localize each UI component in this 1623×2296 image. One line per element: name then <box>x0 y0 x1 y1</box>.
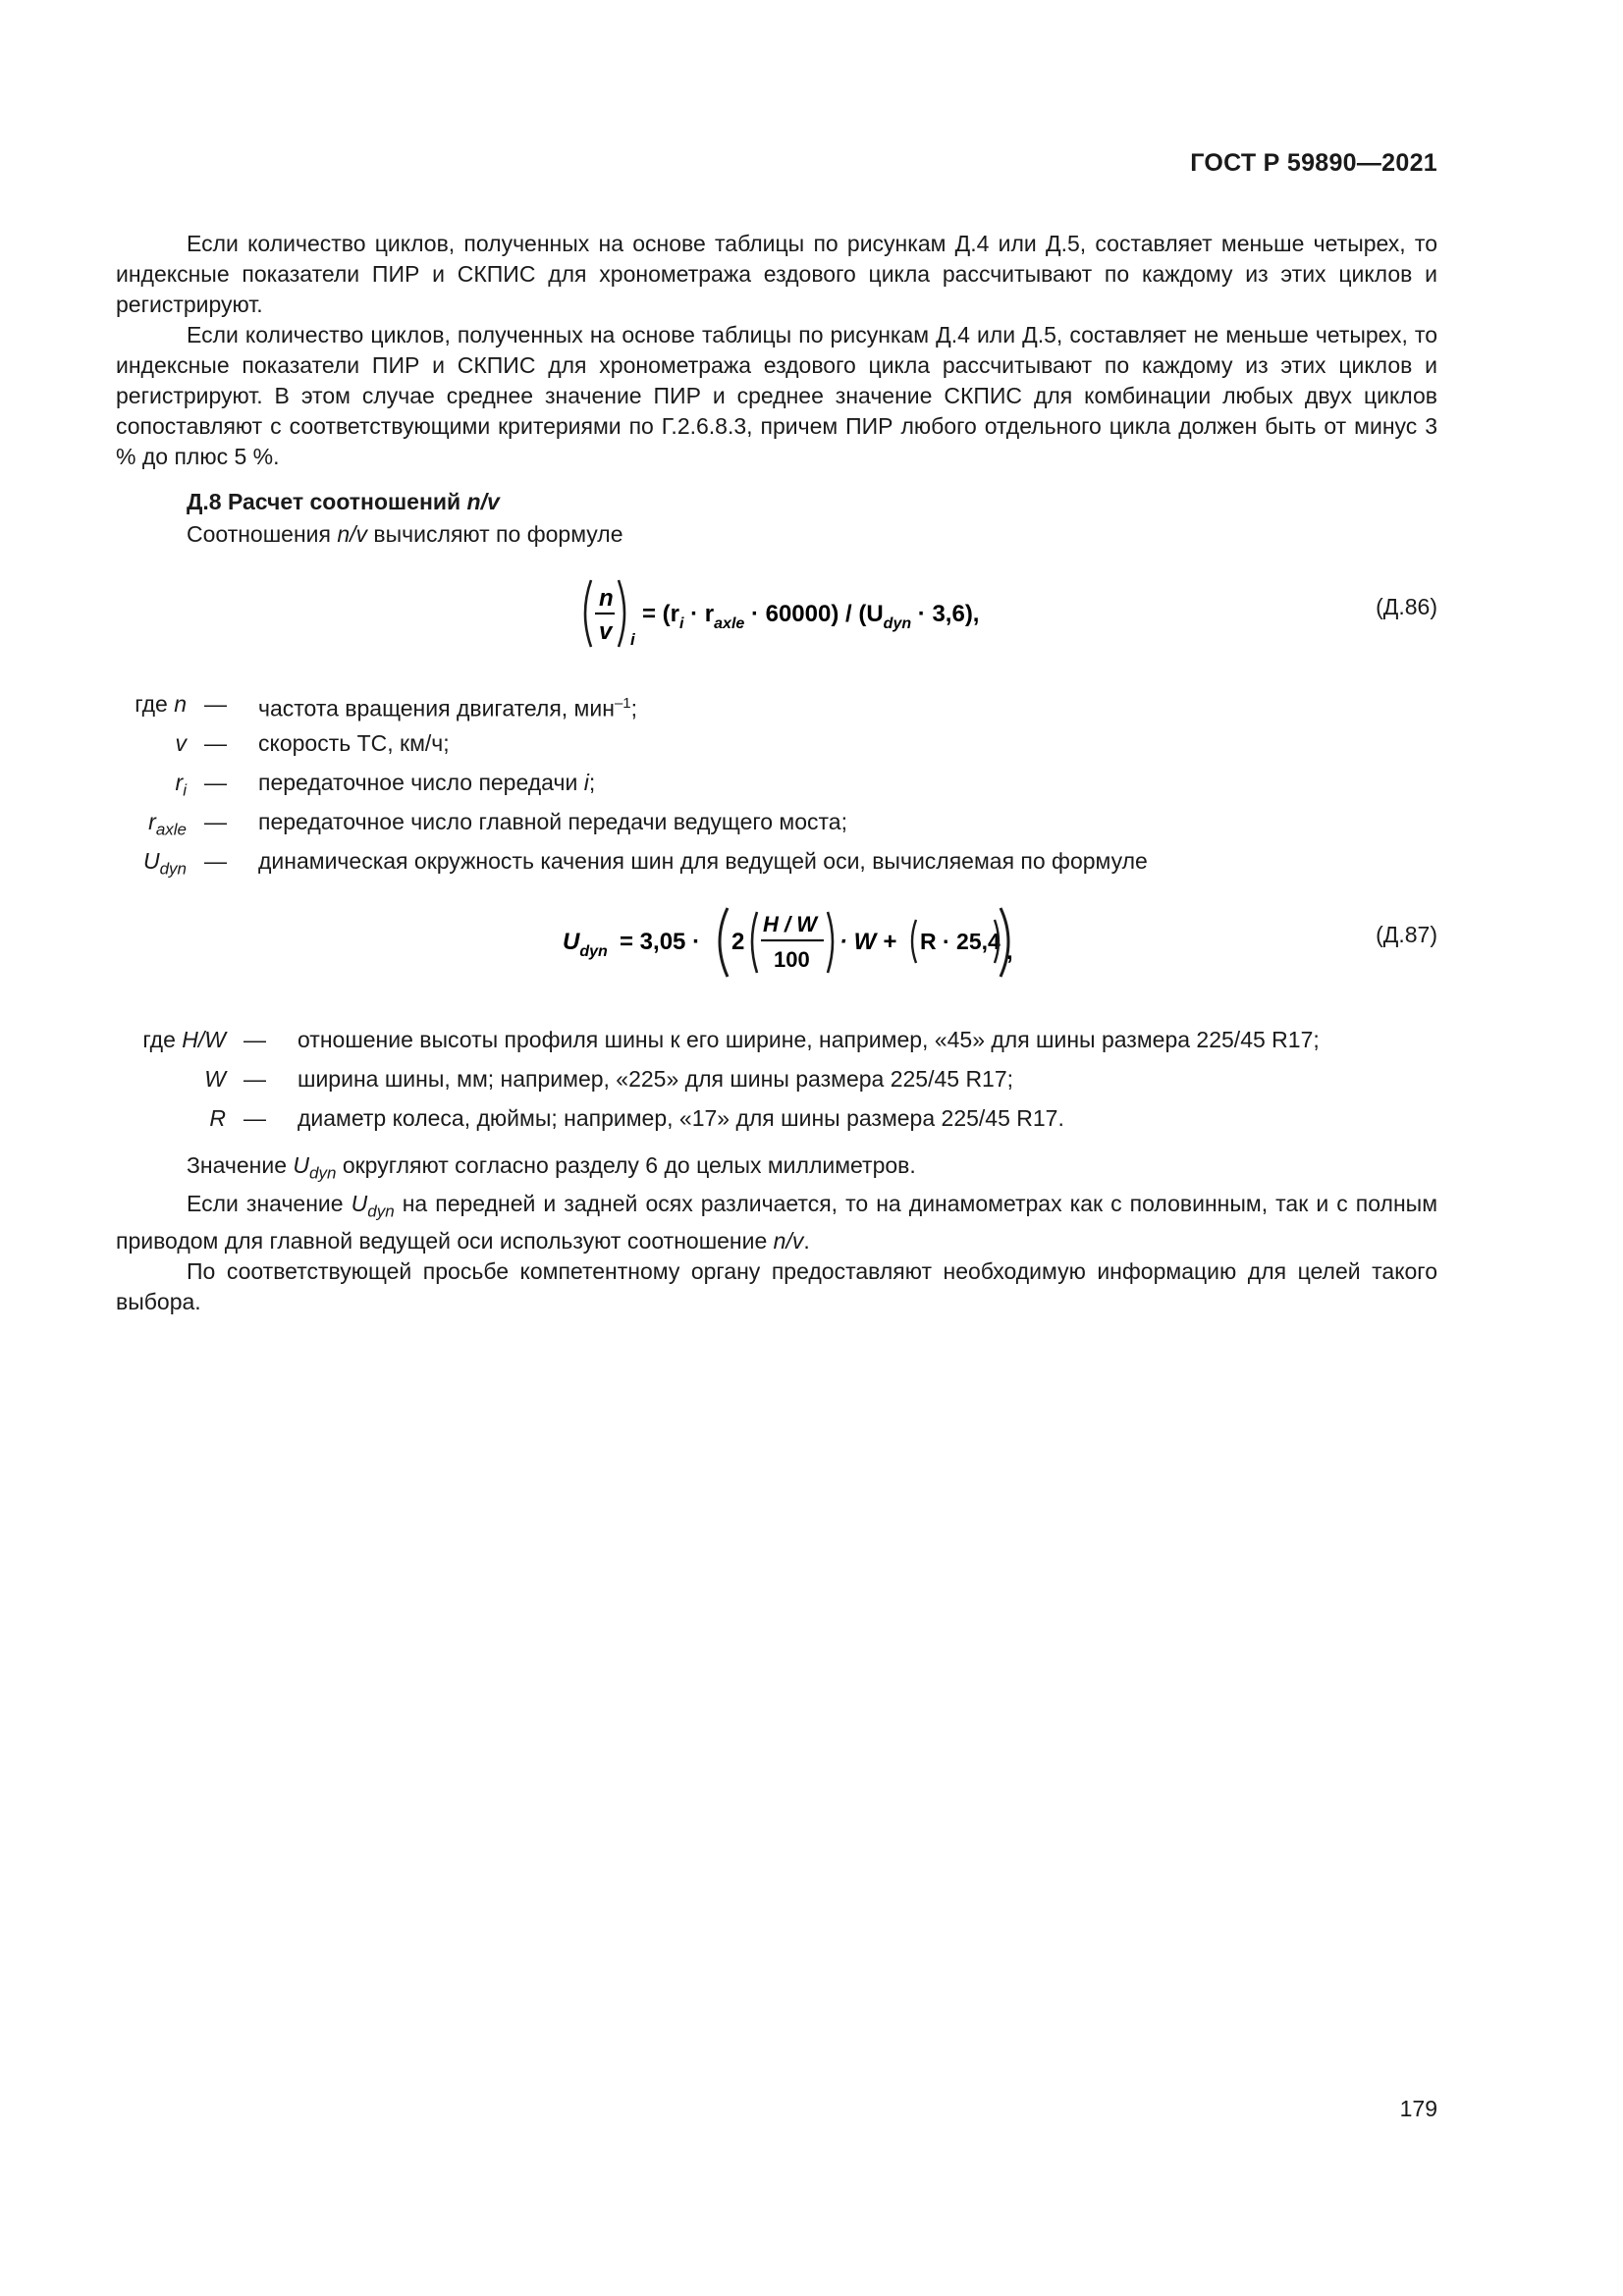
closing-paragraph-2: Если значение $U_{dyn}$ на передней и задней осях различается, то на динамометрах как с половинным, так и с полным приводом для главной ведущей оси используют соотношение n/v. <box>116 1190 1437 1255</box>
formula-d87 <box>116 898 1437 977</box>
formula-d86-number: (Д.86) <box>1376 594 1437 619</box>
closing-paragraph-1: Значение $U_{dyn}$ округляют согласно разделу 6 до целых миллиметров. <box>187 1152 916 1183</box>
f2-end: , <box>1006 938 1013 965</box>
def-v: v — скорость ТС, км/ч; <box>175 730 450 756</box>
def-r: R — диаметр колеса, дюймы; например, «17» для шины размера 225/45 R17. <box>209 1105 1064 1131</box>
f2-den: 100 <box>774 947 810 972</box>
paragraph-1: Если количество циклов, полученных на основе таблицы по рисункам Д.4 или Д.5, составляет меньше четырех, то индексные показатели ПИР и СКПИС для хронометража ездового цикла рассчитывают по каждому из этих циклов и регистрируют. <box>116 231 1437 317</box>
f1-v: v <box>599 618 613 645</box>
closing-paragraphs <box>116 1150 1437 1317</box>
document-header: ГОСТ Р 59890—2021 <box>1190 149 1437 177</box>
formula-intro: Соотношения n/v вычисляют по формуле <box>187 521 623 547</box>
formula-d86-expression <box>577 574 1088 653</box>
def-udyn: $U_{dyn}$ — динамическая окружность качения шин для ведущей оси, вычисляемая по формуле <box>142 848 1148 879</box>
f1-n: n <box>599 585 614 612</box>
f2-eq: = 3,05 · <box>620 929 701 955</box>
formula-d86 <box>116 574 1437 653</box>
paragraph-2: Если количество циклов, полученных на основе таблицы по рисункам Д.4 или Д.5, составляет не меньше четырех, то индексные показатели ПИР и СКПИС для хронометража ездового цикла рассчитывают по каждому из этих циклов и регистрируют. В этом случае среднее значение ПИР и среднее значение СКПИС для комбинации любых двух циклов сопоставляют с соответствующими критериями по Г.2.6.8.3, причем ПИР любого отдельного цикла должен быть от минус 3 % до плюс 5 %. <box>116 322 1437 469</box>
def-hw: где H/W — отношение высоты профиля шины к его ширине, например, «45» для шины размера 225/45 R17; <box>142 1027 1320 1052</box>
def-n: где n — частота вращения двигателя, мин$^{-1}$; <box>135 691 638 721</box>
def-raxle: $r_{axle}$ — передаточное число главной передачи ведущего моста; <box>148 809 847 839</box>
page-number: 179 <box>1399 2096 1437 2121</box>
f1-body: = $(r_i \cdot r_{axle} \cdot 60000) / (U_{dyn} \cdot 3,6)$, <box>642 601 980 632</box>
def-ri: $r_i$ — передаточное число передачи i; <box>175 770 596 800</box>
f1-sub-i: i <box>630 630 635 649</box>
def-w: W — ширина шины, мм; например, «225» для шины размера 225/45 R17; <box>204 1066 1014 1092</box>
section-title: Д.8 Расчет соотношений n/v <box>187 489 500 514</box>
definitions-list-2 <box>116 1021 1437 1139</box>
svg-text:Udyn: $U_{dyn}$ <box>563 929 608 960</box>
definitions-list-1 <box>116 685 1437 881</box>
formula-d87-number: (Д.87) <box>1376 922 1437 947</box>
f2-two: 2 <box>731 929 745 955</box>
f2-R: R · 25,4 <box>920 929 1001 954</box>
f2-mid: · W + <box>839 929 896 955</box>
formula-d87-expression <box>563 898 1014 983</box>
section-d8 <box>116 487 1437 550</box>
f2-num: H / W <box>763 912 817 936</box>
opening-paragraphs <box>116 229 1437 472</box>
closing-paragraph-3: По соответствующей просьбе компетентному органу предоставляют необходимую информацию для целей такого выбора. <box>116 1258 1437 1315</box>
